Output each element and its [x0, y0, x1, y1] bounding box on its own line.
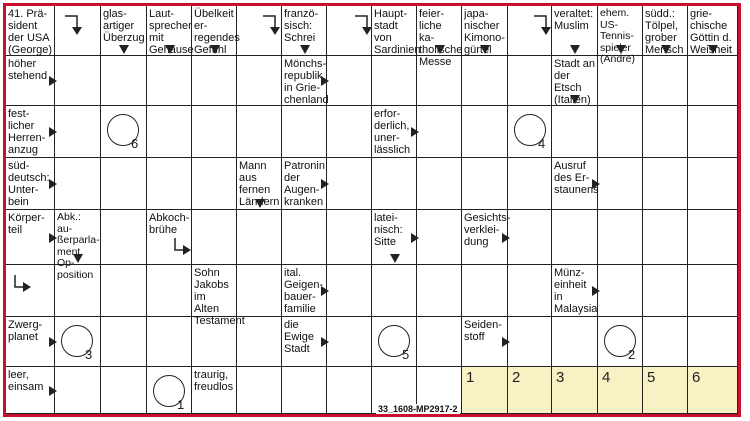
clue-cell: Ausruf des Er- staunens — [552, 158, 598, 210]
answer-cell[interactable] — [462, 106, 508, 158]
arrow-right-icon — [321, 286, 329, 296]
answer-cell[interactable] — [192, 317, 237, 367]
solution-number: 4 — [602, 369, 611, 386]
arrow-right-icon — [321, 179, 329, 189]
clue-cell: südd.: Tölpel, grober Mensch — [643, 6, 688, 56]
answer-cell[interactable] — [327, 265, 372, 317]
answer-cell[interactable] — [282, 367, 327, 414]
answer-cell[interactable] — [147, 56, 192, 106]
arrow-down-icon — [570, 45, 580, 54]
answer-cell[interactable] — [688, 56, 738, 106]
answer-cell[interactable] — [552, 106, 598, 158]
answer-cell[interactable] — [508, 158, 552, 210]
solution-number: 3 — [556, 369, 565, 386]
answer-cell[interactable] — [643, 317, 688, 367]
arrow-right-icon — [49, 337, 57, 347]
arrow-right-icon — [49, 386, 57, 396]
solution-cell[interactable] — [598, 367, 643, 414]
answer-cell[interactable] — [101, 317, 147, 367]
bent-arrow-right-icon — [172, 236, 194, 258]
puzzle-code: 33_1608-MP2917-2 — [378, 404, 458, 414]
clue-cell: Laut- sprecher mit Gehäuse — [149, 8, 194, 56]
arrow-down-icon — [119, 45, 129, 54]
answer-cell[interactable] — [598, 158, 643, 210]
arrow-right-icon — [502, 233, 510, 243]
answer-cell[interactable] — [237, 367, 282, 414]
answer-cell[interactable] — [598, 210, 643, 265]
clue-cell: Körper- teil — [6, 210, 55, 265]
solution-marker-number: 3 — [85, 347, 93, 362]
arrow-down-icon — [661, 45, 671, 54]
answer-cell[interactable] — [192, 106, 237, 158]
clue-cell: franzö- sisch: Schrei — [282, 6, 327, 56]
answer-cell[interactable] — [598, 56, 643, 106]
answer-cell[interactable] — [237, 56, 282, 106]
clue-cell: Patronin der Augen- kranken — [282, 158, 327, 210]
arrow-down-icon — [165, 45, 175, 54]
arrow-right-icon — [321, 76, 329, 86]
answer-cell[interactable] — [417, 317, 462, 367]
arrow-right-icon — [321, 337, 329, 347]
answer-cell[interactable] — [643, 56, 688, 106]
solution-marker-number: 4 — [538, 136, 546, 151]
solution-marker-number: 5 — [402, 347, 410, 362]
arrow-down-icon — [616, 45, 626, 54]
answer-cell[interactable] — [508, 56, 552, 106]
answer-cell[interactable] — [282, 106, 327, 158]
clue-cell: Übelkeit er- regendes Gefühl — [194, 8, 240, 56]
answer-cell[interactable] — [598, 265, 643, 317]
clue-cell: süd- deutsch: Unter- bein — [6, 158, 55, 210]
answer-cell[interactable] — [372, 265, 417, 317]
answer-cell[interactable] — [55, 106, 101, 158]
answer-cell[interactable] — [643, 106, 688, 158]
clue-cell: erfor- derlich, uner- lässlich — [372, 106, 417, 158]
clue-cell: feier- liche ka- tholische Messe — [419, 8, 463, 68]
solution-number: 6 — [692, 369, 701, 386]
answer-cell[interactable] — [688, 210, 738, 265]
answer-cell[interactable] — [55, 158, 101, 210]
answer-cell[interactable] — [327, 158, 372, 210]
clue-cell: Abkoch- brühe — [147, 210, 192, 265]
answer-cell[interactable] — [55, 56, 101, 106]
answer-cell[interactable] — [327, 367, 372, 414]
bent-arrow-right-icon — [12, 273, 34, 295]
answer-cell[interactable] — [688, 317, 738, 367]
clue-cell: grie- chische Göttin d. Weisheit — [688, 6, 738, 56]
answer-cell[interactable] — [147, 158, 192, 210]
arrow-right-icon — [49, 76, 57, 86]
answer-cell[interactable] — [192, 56, 237, 106]
clue-cell: latei- nisch: Sitte — [372, 210, 417, 265]
answer-cell[interactable] — [147, 106, 192, 158]
answer-cell[interactable] — [101, 158, 147, 210]
clue-cell: Abk.: au- ßerparla- ment. Op- position — [57, 211, 100, 281]
answer-cell[interactable] — [327, 210, 372, 265]
clue-cell: Zwerg- planet — [6, 317, 55, 367]
arrow-down-icon — [73, 254, 83, 263]
answer-cell[interactable] — [417, 210, 462, 265]
solution-cell[interactable] — [643, 367, 688, 414]
answer-cell[interactable] — [327, 106, 372, 158]
arrow-down-icon — [570, 95, 580, 104]
answer-cell[interactable] — [55, 265, 101, 317]
clue-cell: ital. Geigen- bauer- familie — [282, 265, 327, 317]
clue-cell: japa- nischer Kimono- gürtel — [462, 6, 508, 56]
arrow-right-icon — [49, 233, 57, 243]
answer-cell[interactable] — [508, 210, 552, 265]
clue-cell: die Ewige Stadt — [282, 317, 327, 367]
clue-cell: Gesichts- verklei- dung — [462, 210, 508, 265]
solution-cell[interactable] — [462, 367, 508, 414]
arrow-down-icon — [480, 45, 490, 54]
answer-cell[interactable] — [237, 106, 282, 158]
answer-cell[interactable] — [55, 367, 101, 414]
clue-cell: leer, einsam — [6, 367, 55, 414]
arrow-down-icon — [390, 254, 400, 263]
answer-cell[interactable] — [688, 265, 738, 317]
answer-cell[interactable] — [237, 265, 282, 317]
clue-cell: höher stehend — [6, 56, 55, 106]
answer-cell[interactable] — [462, 265, 508, 317]
arrow-right-icon — [411, 233, 419, 243]
solution-marker-number: 1 — [177, 397, 185, 412]
bent-arrow-down-icon — [261, 12, 283, 38]
answer-cell[interactable] — [643, 210, 688, 265]
answer-cell[interactable] — [101, 210, 147, 265]
clue-cell: Seiden- stoff — [462, 317, 508, 367]
answer-cell[interactable] — [417, 158, 462, 210]
answer-cell[interactable] — [327, 317, 372, 367]
arrow-down-icon — [708, 45, 718, 54]
answer-cell[interactable] — [372, 158, 417, 210]
bent-arrow-down-icon — [353, 12, 375, 38]
answer-cell[interactable] — [101, 56, 147, 106]
solution-marker-number: 2 — [628, 347, 636, 362]
answer-cell[interactable] — [598, 106, 643, 158]
arrow-right-icon — [411, 127, 419, 137]
bent-arrow-down-icon — [532, 12, 554, 38]
solution-cell[interactable] — [688, 367, 738, 414]
clue-cell: glas- artiger Überzug — [101, 6, 147, 56]
answer-cell[interactable] — [552, 317, 598, 367]
answer-cell[interactable] — [192, 210, 237, 265]
clue-cell: ehem. US-Tennis- spieler (Andre) — [598, 6, 643, 56]
answer-cell[interactable] — [192, 158, 237, 210]
arrow-right-icon — [49, 179, 57, 189]
answer-cell[interactable] — [688, 106, 738, 158]
clue-cell: Münz- einheit in Malaysia — [554, 267, 598, 315]
answer-cell[interactable] — [101, 265, 147, 317]
answer-cell[interactable] — [282, 210, 327, 265]
solution-number: 1 — [466, 369, 475, 386]
clue-cell: Mann aus fernen Ländern — [237, 158, 282, 210]
answer-cell[interactable] — [147, 265, 192, 317]
answer-cell[interactable] — [417, 106, 462, 158]
answer-cell[interactable] — [552, 210, 598, 265]
answer-cell[interactable] — [462, 158, 508, 210]
arrow-right-icon — [592, 286, 600, 296]
answer-cell[interactable] — [417, 265, 462, 317]
arrow-down-icon — [435, 45, 445, 54]
clue-cell: veraltet: Muslim — [552, 6, 598, 56]
arrow-right-icon — [592, 179, 600, 189]
clue-cell: Mönchs- republik in Grie- chenland — [284, 58, 329, 106]
clue-cell: Stadt an der Etsch (Italien) — [552, 56, 598, 106]
arrow-right-icon — [49, 127, 57, 137]
answer-cell[interactable] — [147, 317, 192, 367]
clue-cell: Haupt- stadt von Sardinien — [374, 8, 421, 56]
clue-cell: traurig, freudlos — [192, 367, 237, 414]
answer-cell[interactable] — [688, 158, 738, 210]
clue-cell: 41. Prä- sident der USA (George) — [6, 6, 55, 56]
solution-cell[interactable] — [508, 367, 552, 414]
answer-cell[interactable] — [372, 56, 417, 106]
clue-cell: fest- licher Herren- anzug — [6, 106, 55, 158]
solution-number: 2 — [512, 369, 521, 386]
arrow-down-icon — [210, 45, 220, 54]
solution-marker-number: 6 — [131, 136, 139, 151]
answer-cell[interactable] — [643, 265, 688, 317]
answer-cell[interactable] — [327, 56, 372, 106]
answer-cell[interactable] — [462, 56, 508, 106]
answer-cell[interactable] — [508, 265, 552, 317]
crossword-grid — [6, 6, 738, 414]
answer-cell[interactable] — [101, 367, 147, 414]
arrow-down-icon — [255, 199, 265, 208]
clue-cell: Sohn Jakobs im Alten Testament — [194, 267, 245, 327]
bent-arrow-down-icon — [63, 12, 85, 38]
answer-cell[interactable] — [237, 317, 282, 367]
solution-number: 5 — [647, 369, 656, 386]
answer-cell[interactable] — [643, 158, 688, 210]
answer-cell[interactable] — [508, 317, 552, 367]
answer-cell[interactable] — [417, 56, 462, 106]
answer-cell[interactable] — [237, 210, 282, 265]
arrow-right-icon — [502, 337, 510, 347]
solution-cell[interactable] — [552, 367, 598, 414]
arrow-down-icon — [300, 45, 310, 54]
